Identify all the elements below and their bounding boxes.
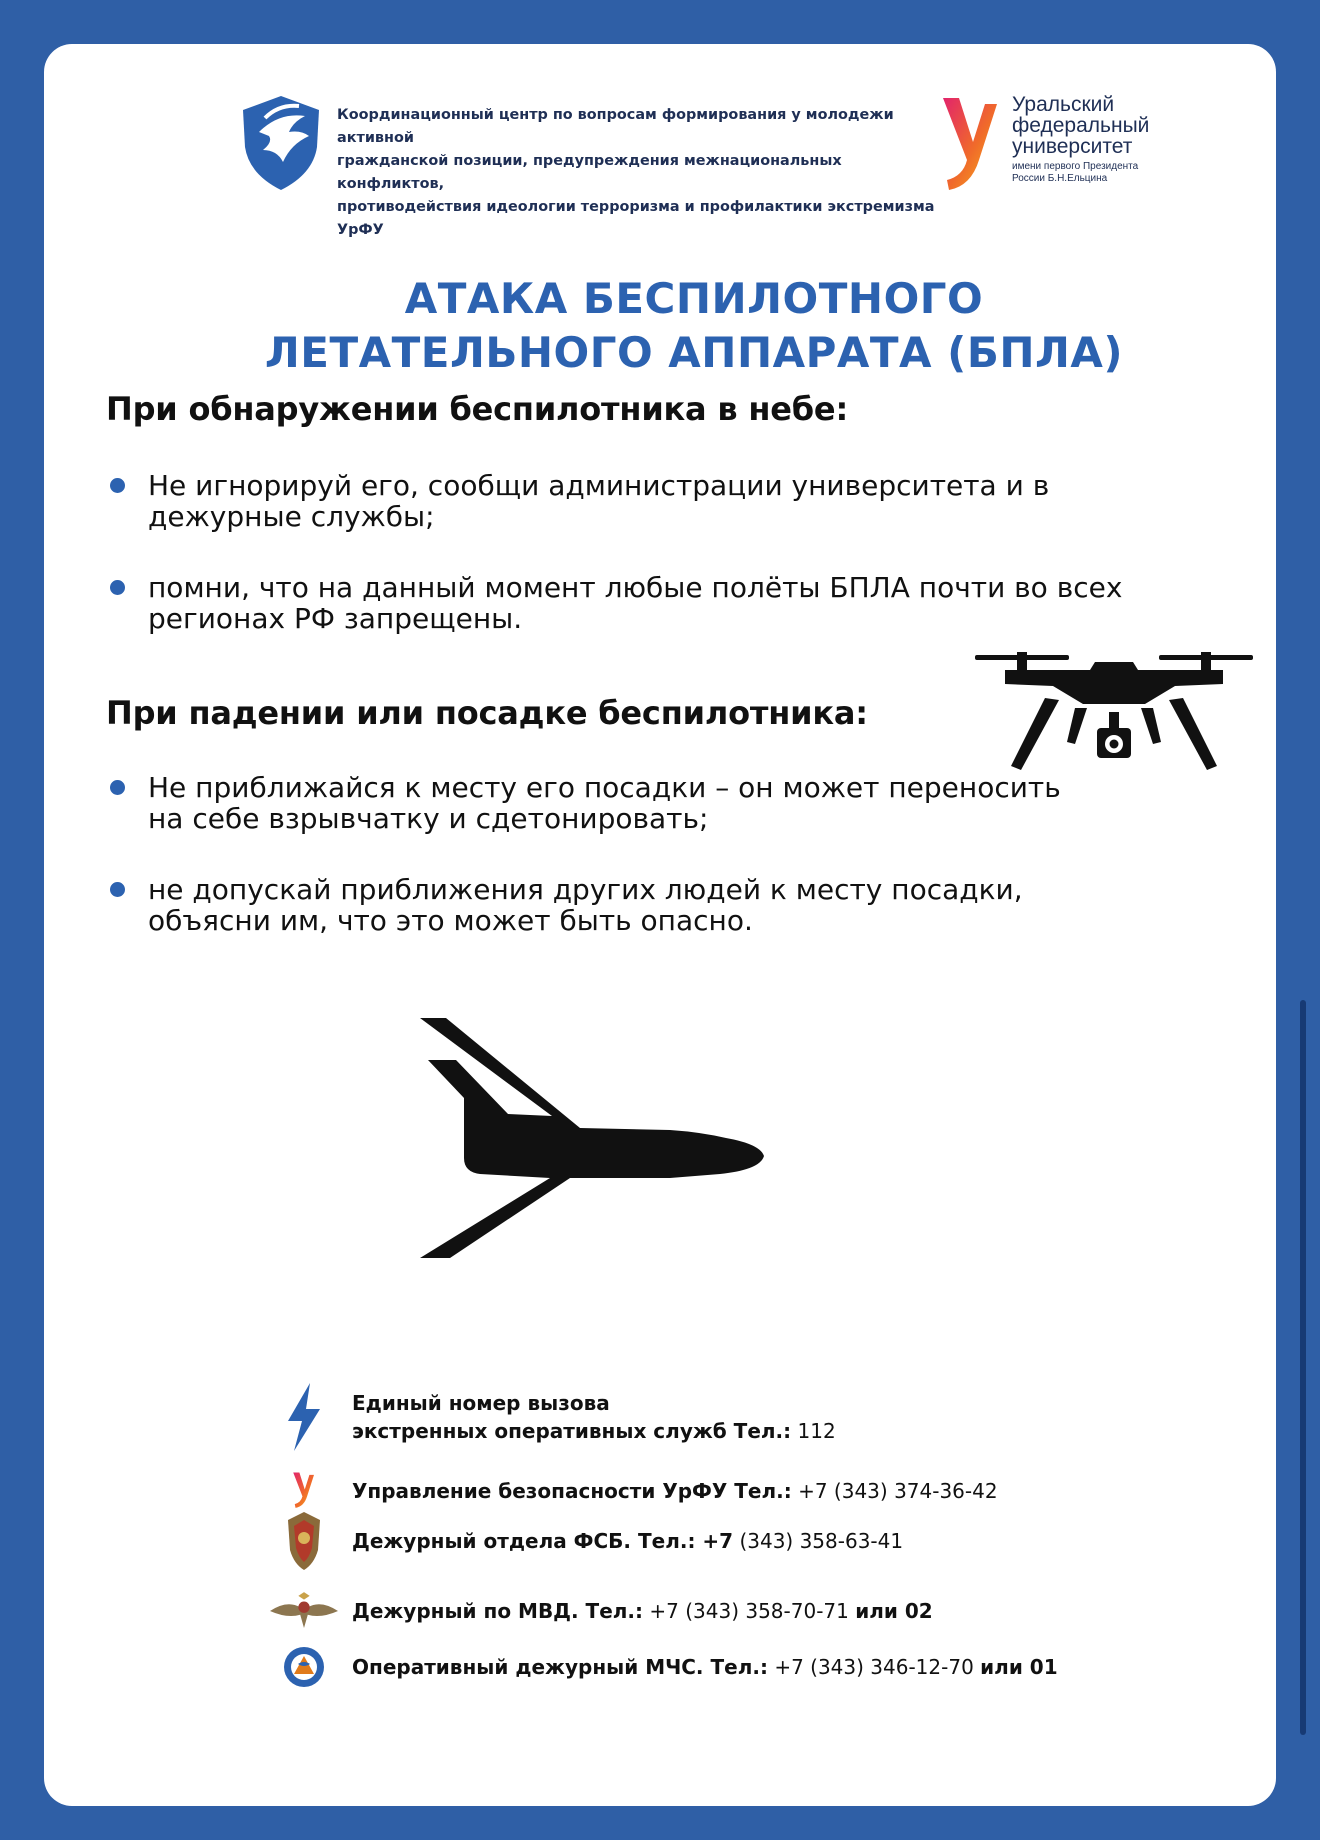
scrollbar[interactable]	[1300, 1000, 1306, 1735]
contact-text: Дежурный по МВД. Тел.: +7 (343) 358-70-71 или 02	[352, 1599, 933, 1623]
section2-list	[106, 772, 1066, 976]
contact-mvd	[270, 1579, 1170, 1643]
mvd-emblem-icon	[270, 1579, 338, 1643]
fixed-wing-drone-icon	[420, 1018, 772, 1258]
title-line-1: АТАКА БЕСПИЛОТНОГО	[404, 274, 984, 323]
title-line-2: ЛЕТАТЕЛЬНОГО АППАРАТА (БПЛА)	[264, 328, 1124, 377]
contact-text: Единый номер вызова экстренных оперативных служб Тел.: 112	[352, 1391, 836, 1443]
list-item: Не приближайся к месту его посадки – он может переносить на себе взрывчатку и сдетонировать;	[106, 772, 1066, 834]
fsb-emblem-icon	[270, 1509, 338, 1573]
contact-text: Оперативный дежурный МЧС. Тел.: +7 (343) 346-12-70 или 01	[352, 1655, 1058, 1679]
bullet-dot-icon	[110, 780, 125, 795]
contact-text: Управление безопасности УрФУ Тел.: +7 (343) 374-36-42	[352, 1479, 998, 1503]
list-item: помни, что на данный момент любые полёты БПЛА почти во всех регионах РФ запрещены.	[106, 572, 1126, 634]
quadcopter-drone-icon	[975, 648, 1253, 778]
section1-heading: При обнаружении беспилотника в небе:	[106, 390, 849, 428]
bullet-dot-icon	[110, 478, 125, 493]
bullet-dot-icon	[110, 882, 125, 897]
header	[44, 44, 1276, 238]
urfu-logo-icon	[939, 94, 1003, 198]
coordination-center-logo-icon	[239, 92, 324, 192]
poster-card	[44, 44, 1276, 1806]
urfu-name: Уральский федеральный университет имени первого Президента России Б.Н.Ельцина	[1012, 94, 1232, 185]
list-item: не допускай приближения других людей к месту посадки, объясни им, что это может быть опасно.	[106, 874, 1066, 936]
section1-list	[106, 470, 1126, 674]
contact-text: Дежурный отдела ФСБ. Тел.: +7 (343) 358-63-41	[352, 1529, 904, 1553]
page-title	[144, 272, 1244, 380]
coordination-center-text: Координационный центр по вопросам формирования у молодежи активной гражданской позиции, предупреждения межнациональных конфликтов, противодействия идеологии терроризма и профилактики экстремизма УрФУ	[337, 107, 935, 238]
section2-heading: При падении или посадке беспилотника:	[106, 694, 868, 732]
contact-mchs	[270, 1635, 1170, 1699]
bullet-dot-icon	[110, 580, 125, 595]
contact-fsb	[270, 1509, 1170, 1573]
contact-emergency	[270, 1385, 1170, 1449]
list-item: Не игнорируй его, сообщи администрации университета и в дежурные службы;	[106, 470, 1126, 532]
urfu-subtitle: имени первого Президента России Б.Н.Ельцина	[1012, 161, 1139, 184]
lightning-icon	[270, 1385, 338, 1449]
mchs-emblem-icon	[270, 1635, 338, 1699]
